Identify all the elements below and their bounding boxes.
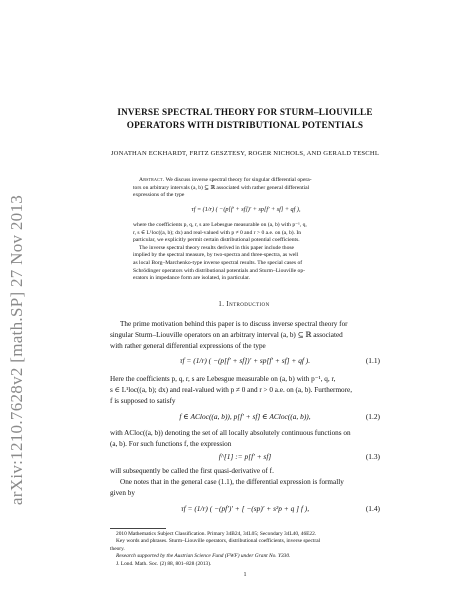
body-paragraph-1 xyxy=(110,319,380,352)
title-line-1: INVERSE SPECTRAL THEORY FOR STURM–LIOUVILLE xyxy=(117,107,373,117)
abstract-line: tors on arbitrary intervals (a, b) ⊆ ℝ associated with rather general differential xyxy=(133,184,310,191)
footnote-divider xyxy=(110,528,166,529)
paper-title xyxy=(100,106,390,132)
abstract-line: expressions of the type xyxy=(133,192,185,199)
abstract-line: where the coefficients p, q, r, s are Lebesgue measurable on (a, b) with p⁻¹, q, xyxy=(133,222,307,228)
abstract-line: We discuss inverse spectral theory for singular differential opera- xyxy=(165,177,312,183)
footnote-journal: J. Lond. Math. Soc. (2) 88, 801–828 (2013). xyxy=(116,560,212,567)
equation-body: f ∈ ACloc((a, b)), p[f′ + sf] ∈ ACloc((a, b)), xyxy=(179,412,311,421)
abstract-paragraph-1 xyxy=(133,177,359,200)
author-list: JONATHAN ECKHARDT, FRITZ GESZTESY, ROGER NICHOLS, AND GERALD TESCHL xyxy=(110,150,380,157)
body-line: singular Sturm–Liouville operators on an arbitrary interval (a, b) ⊆ ℝ associated xyxy=(110,331,343,339)
abstract-line: as local Borg–Marchenko-type inverse spectral results. The special cases of xyxy=(133,259,303,266)
equation-number: (1.3) xyxy=(365,452,380,461)
equation-1-1 xyxy=(110,356,380,370)
equation-1-2 xyxy=(110,412,380,426)
body-line: The prime motivation behind this paper is to discuss inverse spectral theory for xyxy=(120,320,348,328)
body-paragraph-2 xyxy=(110,374,380,407)
body-line: will subsequently be called the first quasi-derivative of f. xyxy=(110,467,274,475)
arxiv-id-text: arXiv:1210.7628v2 [math.SP] 27 Nov 2013 xyxy=(7,194,27,506)
body-paragraph-3 xyxy=(110,428,380,450)
body-paragraph-4 xyxy=(110,466,380,499)
body-line: with rather general differential expressions of the type xyxy=(110,342,266,350)
footnotes xyxy=(110,531,380,568)
abstract-label: Abstract. xyxy=(139,177,165,183)
footnote-keywords-cont: theory. xyxy=(110,545,125,552)
equation-1-4 xyxy=(110,504,380,518)
body-line: f is supposed to satisfy xyxy=(110,397,176,405)
equation-body: f^[1] := p[f′ + sf] xyxy=(218,452,272,461)
body-line: with ACloc((a, b)) denoting the set of all locally absolutely continuous functions on xyxy=(110,429,351,437)
page-number: 1 xyxy=(243,572,247,578)
abstract-equation: τf = (1/r) ( −(p[f′ + sf])′ + sp[f′ + sf] + qf ), xyxy=(191,206,301,213)
body-line: One notes that in the general case (1.1), the differential expression is formally xyxy=(120,478,344,486)
body-line: (a, b). For such functions f, the expression xyxy=(110,440,232,448)
footnote-keywords: Key words and phrases. Sturm–Liouville operators, distributional coefficients, inverse spectral xyxy=(116,538,321,545)
equation-number: (1.4) xyxy=(365,504,380,513)
body-line: Here the coefficients p, q, r, s are Lebesgue measurable on (a, b) with p⁻¹, q, r, xyxy=(110,375,336,383)
equation-1-3 xyxy=(110,452,380,466)
abstract-line: implied by the spectral measure, by two-spectra and three-spectra, as well xyxy=(133,252,299,259)
abstract-line: Schrödinger operators with distributional potentials and Sturm–Liouville op- xyxy=(133,267,305,274)
equation-number: (1.2) xyxy=(365,412,380,421)
equation-number: (1.1) xyxy=(365,356,380,365)
equation-body: τf = (1/r) ( −(p[f′ + sf])′ + sp[f′ + sf] + qf ). xyxy=(179,356,311,365)
footnote-funding: Research supported by the Austrian Science Fund (FWF) under Grant No. Y330. xyxy=(116,553,291,560)
body-line: given by xyxy=(110,489,135,497)
abstract-line: r, s ∈ L¹loc((a, b); dx) and real-valued with p ≠ 0 and r > 0 a.e. on (a, b). In xyxy=(133,229,302,236)
abstract-line: The inverse spectral theory results derived in this paper include those xyxy=(139,244,295,251)
section-heading: 1. Introduction xyxy=(218,301,270,308)
abstract-paragraph-2 xyxy=(133,222,359,283)
footnote-msc: 2010 Mathematics Subject Classification. Primary 34B24, 34L05; Secondary 34L40, 46E22. xyxy=(116,531,317,537)
equation-body: τf = (1/r) ( −(pf′)′ + [ −(sp)′ + s²p + q ] f ), xyxy=(180,504,310,513)
abstract-line: particular, we explicitly permit certain distributional potential coefficients. xyxy=(133,237,300,244)
title-line-2: OPERATORS WITH DISTRIBUTIONAL POTENTIALS xyxy=(126,120,364,130)
arxiv-identifier xyxy=(2,145,32,555)
body-line: s ∈ L¹loc((a, b); dx) and real-valued with p ≠ 0 and r > 0 a.e. on (a, b). Furthermore, xyxy=(110,386,353,394)
abstract-line: erators in impedance form are isolated, in particular. xyxy=(133,275,250,282)
